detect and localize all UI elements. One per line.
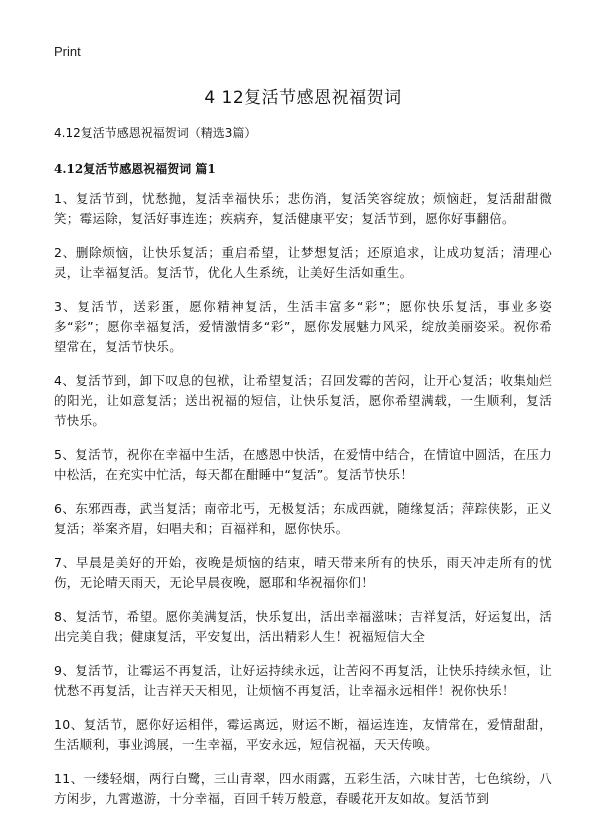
paragraph-1: 1、复活节到，忧愁抛，复活幸福快乐；悲伤消，复活笑容绽放；烦恼赶，复活甜甜微笑；霉运除，复活好事连连；疾病弃，复活健康平安；复活节到，愿你好事翻倍。 (54, 191, 552, 226)
paragraph-10: 10、复活节，愿你好运相伴，霉运离远，财运不断，福运连连，友情常在，爱情甜甜，生活顺利，事业鸿展，一生幸福，平安永远，短信祝福，天天传唤。 (54, 717, 552, 752)
paragraph-11: 11、一缕轻烟，两行白鹭，三山青翠，四水雨露，五彩生活，六味甘苦，七色缤纷，八方闲步，九霄遨游，十分幸福，百回千转万般意，春暖花开友如故。复活节到 (54, 771, 552, 806)
print-link[interactable]: Print (54, 44, 81, 59)
section-heading: 4.12复活节感恩祝福贺词 篇1 (54, 162, 216, 176)
paragraph-8: 8、复活节，希望。愿你美满复活，快乐复出，活出幸福滋味；吉祥复活，好运复出，活出完美自我；健康复活，平安复出，活出精彩人生！祝福短信大全 (54, 609, 552, 644)
paragraph-6: 6、东邪西毒，武当复活；南帝北丐，无极复活；东成西就，随缘复活；萍踪侠影，正义复活；举案齐眉，妇唱夫和；百福祥和，愿你快乐。 (54, 501, 552, 536)
paragraph-2: 2、删除烦恼，让快乐复活；重启希望，让梦想复活；还原追求，让成功复活；清理心灵，让幸福复活。复活节，优化人生系统，让美好生活如重生。 (54, 245, 552, 280)
paragraph-3: 3、复活节，送彩蛋，愿你精神复活，生活丰富多“彩”；愿你快乐复活，事业多姿多“彩”；愿你幸福复活，爱情激情多“彩”，愿你发展魅力风采，绽放美丽姿采。祝你希望常在，复活节快乐。 (54, 299, 552, 354)
paragraph-9: 9、复活节，让霉运不再复活，让好运持续永远，让苦闷不再复活，让快乐持续永恒，让忧愁不再复活，让吉祥天天相见，让烦恼不再复活，让幸福永远相伴！祝你快乐！ (54, 663, 552, 698)
paragraph-4: 4、复活节到，卸下叹息的包袱，让希望复活；召回发霉的苦闷，让开心复活；收集灿烂的阳光，让如意复活；送出祝福的短信，让快乐复活，愿你希望满载，一生顺利，复活节快乐。 (54, 373, 552, 428)
paragraph-5: 5、复活节，祝你在幸福中生活，在感恩中快活，在爱情中结合，在情谊中圆活，在压力中松活，在充实中忙活，每天都在酣睡中“复活”。复活节快乐！ (54, 447, 552, 482)
paragraph-7: 7、早晨是美好的开始，夜晚是烦恼的结束，晴天带来所有的快乐，雨天冲走所有的忧伤，无论晴天雨天，无论早晨夜晚，愿耶和华祝福你们！ (54, 555, 552, 590)
document-title: 4 12复活节感恩祝福贺词 (204, 88, 402, 108)
document-subtitle: 4.12复活节感恩祝福贺词（精选3篇） (54, 126, 257, 140)
